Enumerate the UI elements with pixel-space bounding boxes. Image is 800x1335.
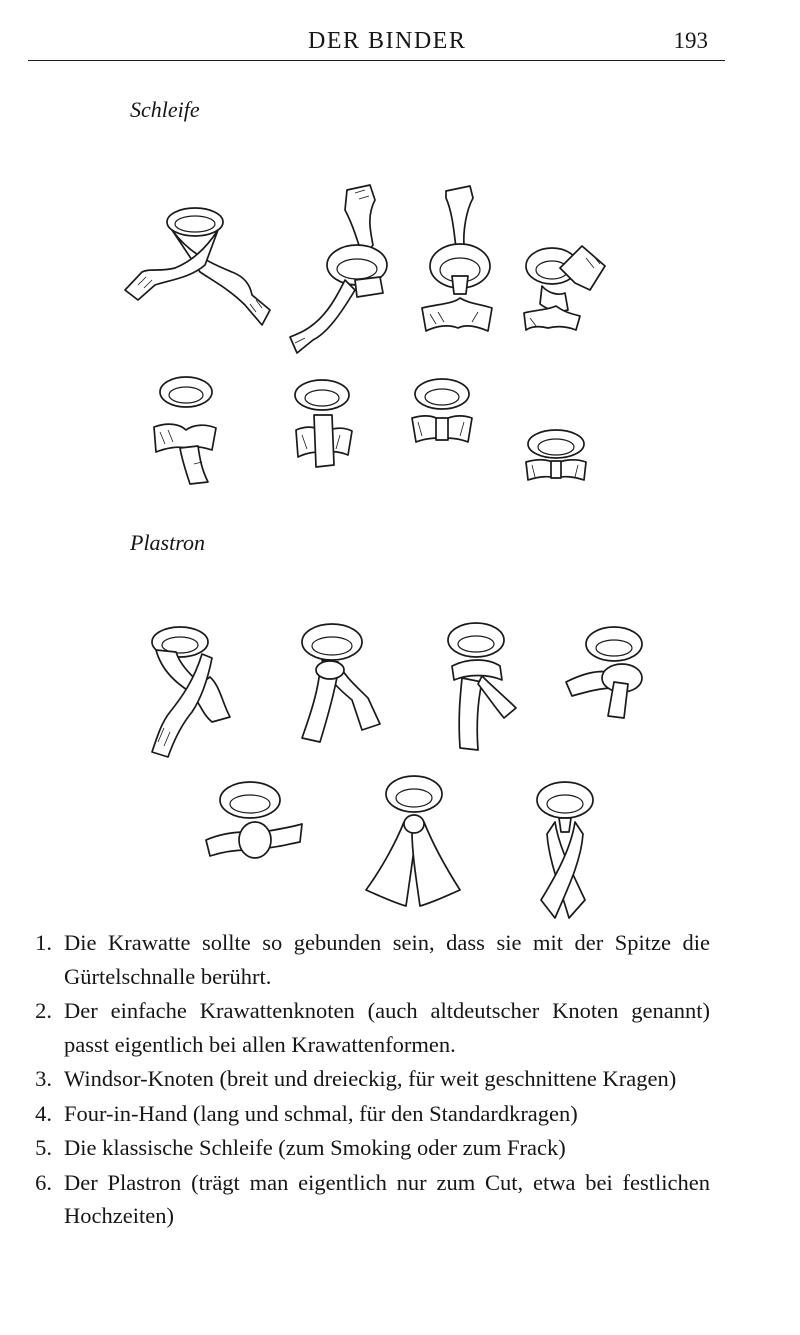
list-item bbox=[22, 1166, 710, 1233]
bow-tie-step-6-illustration bbox=[290, 375, 360, 475]
bow-tie-step-5-illustration bbox=[150, 372, 220, 487]
plastron-step-6-illustration bbox=[360, 772, 470, 912]
list-item-text: Der Plastron (trägt man eigentlich nur zum Cut, etwa bei festlichen Hochzeiten) bbox=[64, 1169, 710, 1228]
list-item-number: 6. bbox=[35, 1169, 52, 1195]
list-item-text: Windsor-Knoten (breit und dreieckig, für weit geschnittene Kragen) bbox=[64, 1066, 677, 1091]
list-item bbox=[22, 1062, 710, 1096]
bow-tie-finished-illustration bbox=[522, 428, 592, 488]
plastron-step-4-illustration bbox=[562, 622, 662, 722]
list-item-text: Four-in-Hand (lang und schmal, für den Standardkragen) bbox=[64, 1100, 578, 1126]
list-item-number: 2. bbox=[35, 998, 52, 1023]
list-item bbox=[22, 1097, 710, 1131]
bow-tie-step-1-illustration bbox=[120, 200, 280, 325]
list-item-text: Der einfache Krawattenknoten (auch altdeutscher Knoten genannt) passt eigentlich bei allen Krawattenformen. bbox=[64, 998, 710, 1057]
page-number: 193 bbox=[673, 28, 708, 53]
list-item bbox=[22, 1131, 710, 1165]
list-item-number: 3. bbox=[35, 1066, 52, 1091]
list-item-number: 5. bbox=[35, 1135, 52, 1160]
caption-plastron: Plastron bbox=[130, 530, 205, 555]
plastron-step-2-illustration bbox=[290, 620, 390, 750]
list-item-number: 1. bbox=[35, 930, 52, 955]
list-item bbox=[22, 994, 710, 1061]
running-title: DER BINDER bbox=[308, 28, 467, 54]
list-item-number: 4. bbox=[35, 1100, 52, 1126]
plastron-step-1-illustration bbox=[140, 622, 240, 762]
running-head bbox=[28, 20, 725, 61]
bow-tie-step-4-illustration bbox=[520, 238, 610, 338]
plastron-step-3-illustration bbox=[438, 618, 528, 758]
list-item-text: Die klassische Schleife (zum Smoking oder zum Frack) bbox=[64, 1135, 566, 1160]
bow-tie-step-7-illustration bbox=[408, 376, 478, 451]
plastron-step-5-illustration bbox=[200, 778, 310, 868]
bow-tie-step-3-illustration bbox=[418, 186, 498, 341]
list-item bbox=[22, 926, 710, 993]
instructions-list bbox=[22, 926, 710, 1234]
caption-schleife: Schleife bbox=[130, 97, 200, 122]
list-item-text: Die Krawatte sollte so gebunden sein, dass sie mit der Spitze die Gürtelschnalle berührt. bbox=[64, 930, 710, 989]
plastron-finished-illustration bbox=[525, 778, 605, 923]
bow-tie-step-2-illustration bbox=[285, 185, 395, 355]
